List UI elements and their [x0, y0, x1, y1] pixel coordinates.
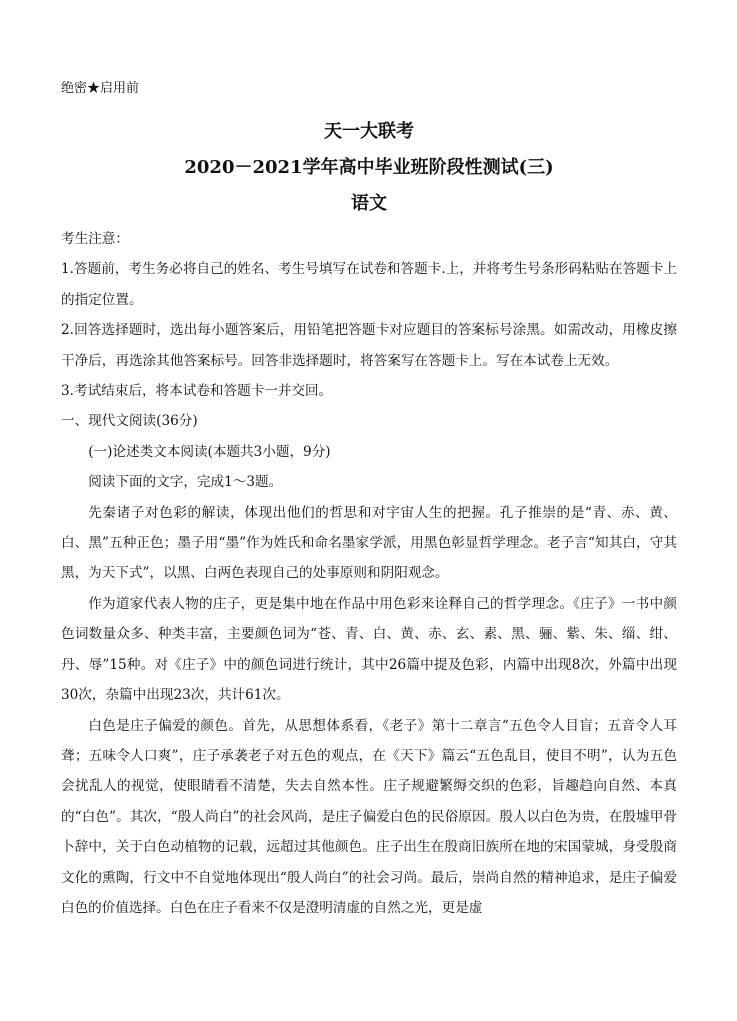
passage-paragraph: 先秦诸子对色彩的解读，体现出他们的哲思和对宇宙人生的把握。孔子推崇的是“青、赤、黄、白、黑”五种正色；墨子用“墨”作为姓氏和命名墨家学派，用黑色彰显哲学理念。老子言“知其白，守其黑，为天下式”，以黑、白两色表现自己的处事原则和阴阳观念。	[61, 504, 677, 582]
notice-heading: 考生注意：	[61, 231, 129, 247]
secret-label: 绝密★启用前	[61, 81, 140, 96]
subject-title: 语文	[351, 193, 387, 214]
section-instruction: 阅读下面的文字，完成1～3题。	[88, 474, 283, 491]
section-title: 一、现代文阅读(36分)	[61, 413, 198, 430]
notice-item: 3.考试结束后，将本试卷和答题卡一并交回。	[61, 383, 333, 400]
notice-item: 1.答题前，考生务必将自己的姓名、考生号填写在试卷和答题卡.上，并将考生号条形码粘贴在答题卡上的指定位置。	[61, 261, 677, 308]
passage-paragraph: 白色是庄子偏爱的颜色。首先，从思想体系看，《老子》第十二章言“五色令人目盲；五音令人耳聋；五味令人口爽”，庄子承袭老子对五色的观点，在《天下》篇云“五色乱目，使目不明”，认为五色会扰乱人的视觉，使眼睛看不清楚，失去自然本性。庄子规避繁缛交织的色彩，旨趣趋向自然、本真的“白色”。其次，“殷人尚白”的社会风尚，是庄子偏爱白色的民俗原因。殷人以白色为贵，在殷墟甲骨卜辞中，关于白色动植物的记载，远超过其他颜色。庄子出生在殷商旧族所在地的宋国蒙城，身受殷商文化的熏陶，行文中不自觉地体现出“殷人尚白”的社会习尚。最后，崇尚自然的精神追求，是庄子偏爱白色的价值选择。白色在庄子看来不仅是澄明清虚的自然之光，更是虚	[61, 717, 677, 916]
notice-item: 2.回答选择题时，选出每小题答案后，用铅笔把答题卡对应题目的答案标号涂黑。如需改动，用橡皮擦干净后，再选涂其他答案标号。回答非选择题时，将答案写在答题卡上。写在本试卷上无效。	[61, 322, 677, 369]
section-subtitle: (一)论述类文本阅读(本题共3小题，9分)	[88, 443, 331, 460]
passage-paragraph: 作为道家代表人物的庄子，更是集中地在作品中用色彩来诠释自己的哲学理念。《庄子》一书中颜色词数量众多、种类丰富，主要颜色词为“苍、青、白、黄、赤、玄、素、黑、骊、紫、朱、缁、绀、丹、辱”15种。对《庄子》中的颜色词进行统计，其中26篇中提及色彩，内篇中出现8次，外篇中出现30次，杂篇中出现23次，共计61次。	[61, 595, 677, 704]
exam-title: 2020－2021学年高中毕业班阶段性测试(三)	[184, 157, 554, 178]
exam-organizer: 天一大联考	[324, 121, 414, 142]
